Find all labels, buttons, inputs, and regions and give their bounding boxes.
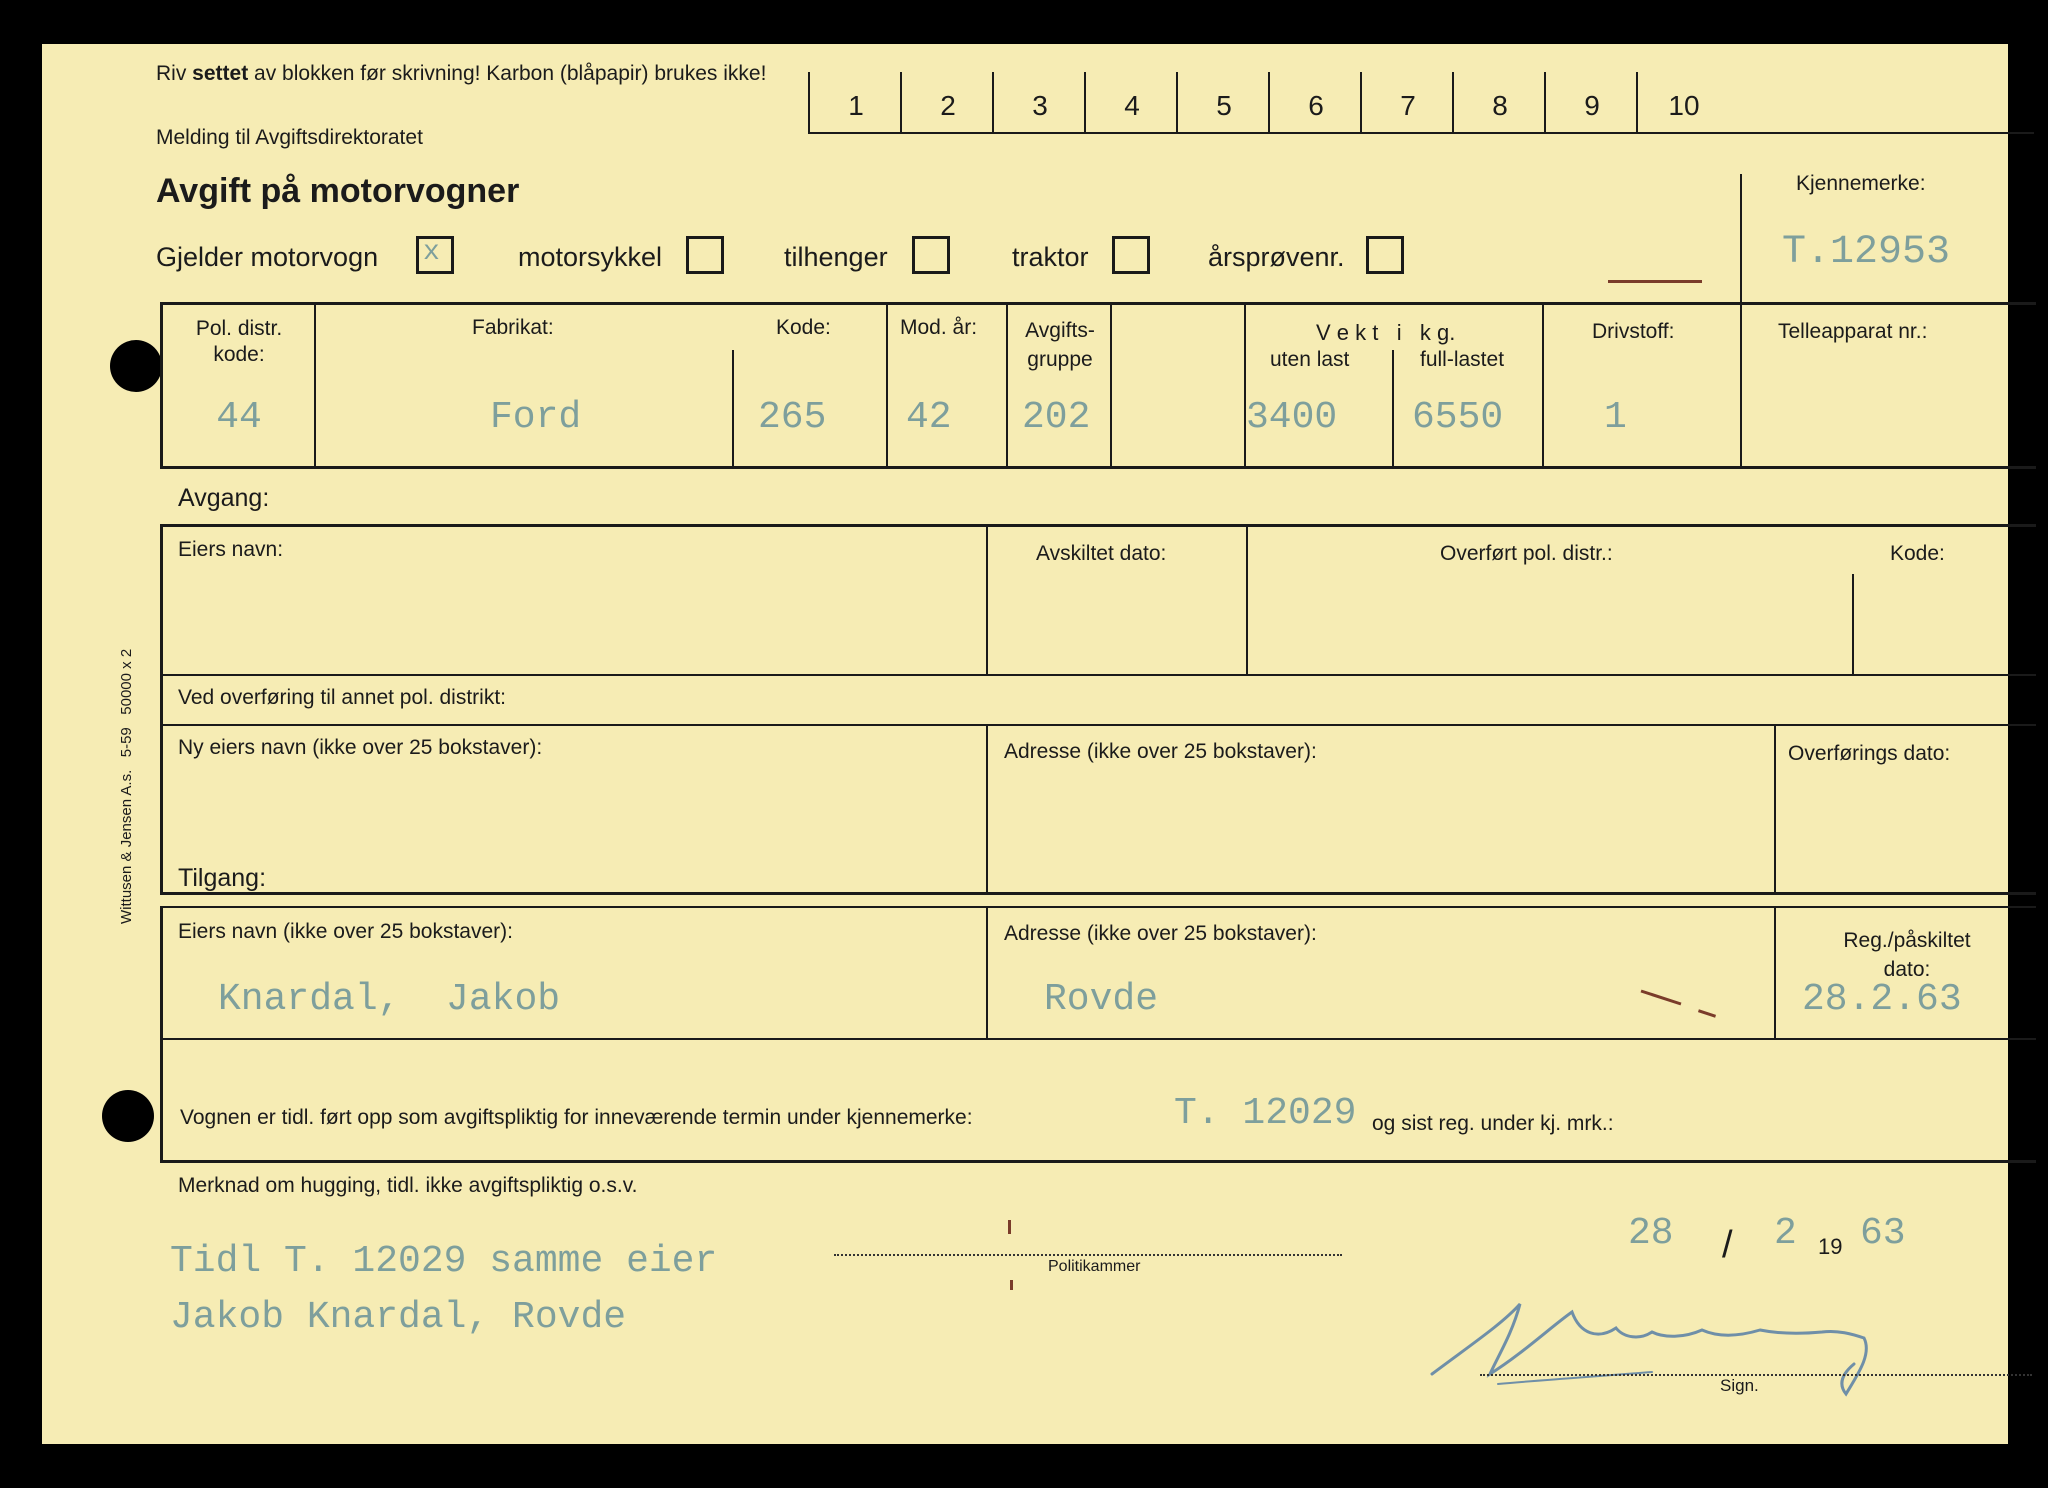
full-lastet-value: 6550: [1412, 396, 1504, 439]
label-line: Reg./påskiltet: [1843, 929, 1971, 952]
vehicle-tax-form: [42, 44, 2008, 1444]
remarks-label: Merknad om hugging, tidl. ikke avgiftspliktig o.s.v.: [178, 1174, 638, 1197]
ink-stroke: [1641, 990, 1682, 1006]
column-number: 2: [940, 90, 956, 121]
avgang-kode-label: Kode:: [1890, 542, 1945, 565]
previous-registration-suffix: og sist reg. under kj. mrk.:: [1372, 1112, 1614, 1135]
overforings-dato-label: Overførings dato:: [1788, 742, 1951, 765]
sign-label: Sign.: [1720, 1376, 1759, 1395]
telleapparat-label: Telleapparat nr.:: [1778, 320, 1928, 343]
column-number: 5: [1216, 90, 1232, 121]
tilgang-eiers-navn-label: Eiers navn (ikke over 25 bokstaver):: [178, 920, 513, 943]
label-line: kode:: [213, 343, 265, 366]
politikammer-line: [834, 1254, 1342, 1256]
instruction-part: av blokken før skrivning! Karbon (blåpapir) brukes ikke!: [248, 62, 767, 85]
motorsykkel-label: motorsykkel: [518, 242, 663, 272]
tilgang-section-title: Tilgang:: [178, 864, 267, 892]
pol-distr-value: 44: [216, 396, 262, 439]
date-year: 63: [1860, 1212, 1906, 1255]
reg-paskiltet-value: 28.2.63: [1802, 978, 1962, 1021]
column-number: 6: [1308, 90, 1324, 121]
handwritten-signature: [1402, 1264, 1962, 1444]
label-line: Pol. distr.: [195, 317, 283, 340]
punch-hole: [110, 340, 162, 392]
recipient-text: Melding til Avgiftsdirektoratet: [156, 126, 423, 149]
ny-adresse-label: Adresse (ikke over 25 bokstaver):: [1004, 740, 1317, 763]
vekt-label: V e k t i k g.: [1316, 320, 1456, 345]
avskiltet-dato-label: Avskiltet dato:: [1036, 542, 1167, 565]
registration-label: Kjennemerke:: [1796, 172, 1926, 195]
eiers-navn-label: Eiers navn:: [178, 538, 284, 561]
date-separator: /: [1722, 1224, 1733, 1266]
label-line: dato:: [1883, 958, 1931, 981]
date-month: 2: [1774, 1212, 1797, 1255]
previous-registration-text: Vognen er tidl. ført opp som avgiftspliktig for inneværende termin under kjennemerke:: [180, 1106, 973, 1129]
tilgang-adresse-label: Adresse (ikke over 25 bokstaver):: [1004, 922, 1317, 945]
avgiftsgruppe-label: [1012, 316, 1108, 374]
drivstoff-value: 1: [1604, 396, 1627, 439]
punch-hole: [102, 1090, 154, 1142]
reg-paskiltet-label: [1778, 926, 2036, 984]
fabrikat-value: Ford: [490, 396, 582, 439]
instruction-text: [156, 62, 766, 86]
label-line: Avgifts-: [1025, 319, 1095, 342]
avgang-section-title: Avgang:: [178, 484, 270, 512]
motorsykkel-checkbox[interactable]: [686, 236, 724, 274]
uten-last-value: 3400: [1246, 396, 1338, 439]
date-day: 28: [1628, 1212, 1674, 1255]
applies-motorvogn-label: Gjelder motorvogn: [156, 242, 379, 272]
label-line: gruppe: [1027, 348, 1093, 371]
tilgang-adresse-value: Rovde: [1044, 978, 1159, 1021]
fabrikat-label: Fabrikat:: [472, 316, 554, 339]
column-number: 3: [1032, 90, 1048, 121]
ink-stroke: [1008, 1220, 1011, 1234]
column-number: 10: [1668, 90, 1700, 121]
full-lastet-label: full-lastet: [1420, 348, 1505, 371]
date-century: 19: [1818, 1234, 1843, 1259]
traktor-checkbox[interactable]: [1112, 236, 1150, 274]
column-number: 4: [1124, 90, 1140, 121]
mod-ar-value: 42: [906, 396, 952, 439]
form-title: Avgift på motorvogner: [156, 172, 520, 210]
politikammer-label: Politikammer: [1048, 1258, 1141, 1275]
avgiftsgruppe-value: 202: [1022, 396, 1091, 439]
ink-stroke: [1698, 1009, 1716, 1017]
ink-stroke: [1608, 280, 1702, 283]
tilhenger-label: tilhenger: [784, 242, 888, 272]
registration-value: T.12953: [1782, 230, 1951, 275]
instruction-emphasis: settet: [192, 62, 249, 85]
tilhenger-checkbox[interactable]: [912, 236, 950, 274]
printer-imprint: Wittusen & Jensen A.s. 5-59 50000 x 2: [118, 648, 135, 924]
column-number: 7: [1400, 90, 1416, 121]
column-number: 9: [1584, 90, 1600, 121]
kode-value: 265: [758, 396, 827, 439]
ink-stroke: [1010, 1280, 1013, 1290]
overfort-pol-distr-label: Overført pol. distr.:: [1440, 542, 1613, 565]
tilgang-eiers-navn-value: Knardal, Jakob: [218, 978, 561, 1021]
drivstoff-label: Drivstoff:: [1592, 320, 1675, 343]
ny-eiers-navn-label: Ny eiers navn (ikke over 25 bokstaver):: [178, 736, 543, 759]
remarks-line-1: Tidl T. 12029 samme eier: [170, 1240, 718, 1283]
pol-distr-label: [164, 316, 314, 368]
motorvogn-checkbox[interactable]: [416, 236, 454, 274]
previous-registration-value: T. 12029: [1174, 1092, 1357, 1135]
arsprovenr-checkbox[interactable]: [1366, 236, 1404, 274]
traktor-label: traktor: [1012, 242, 1089, 272]
kode-label: Kode:: [776, 316, 831, 339]
column-number: 1: [848, 90, 864, 121]
uten-last-label: uten last: [1270, 348, 1350, 371]
arsprovenr-label: årsprøvenr.: [1208, 242, 1345, 272]
ved-overforing-label: Ved overføring til annet pol. distrikt:: [178, 686, 506, 709]
instruction-part: Riv: [156, 62, 193, 85]
column-number: 8: [1492, 90, 1508, 121]
remarks-line-2: Jakob Knardal, Rovde: [170, 1296, 627, 1339]
mod-ar-label: Mod. år:: [900, 316, 978, 339]
checkbox-mark: x: [423, 237, 440, 268]
